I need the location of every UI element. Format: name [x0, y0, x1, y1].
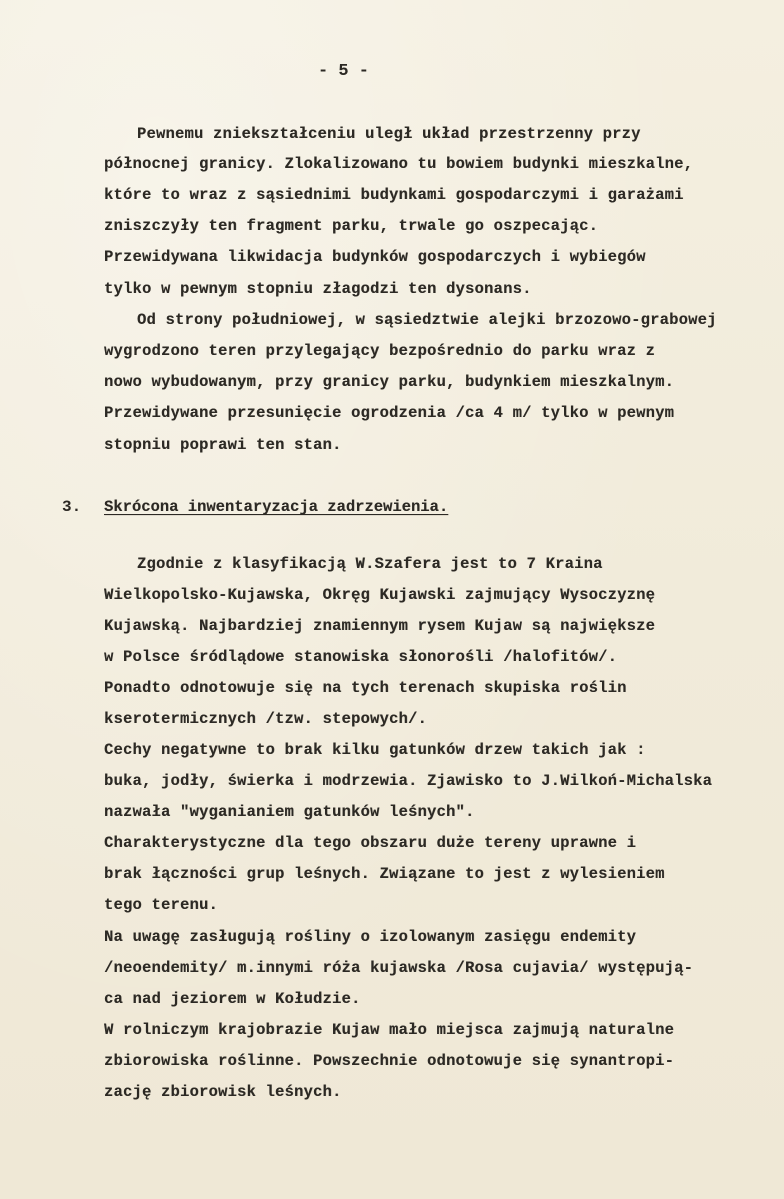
text-line: Na uwagę zasługują rośliny o izolowanym zasięgu endemity: [104, 928, 637, 946]
page-number: - 5 -: [318, 62, 370, 81]
text-line: Przewidywana likwidacja budynków gospodarczych i wybiegów: [104, 248, 646, 266]
text-line: które to wraz z sąsiednimi budynkami gospodarczymi i garażami: [104, 186, 684, 204]
text-line: północnej granicy. Zlokalizowano tu bowiem budynki mieszkalne,: [104, 155, 694, 173]
text-line: nazwała "wyganianiem gatunków leśnych".: [104, 803, 475, 821]
text-line: Kujawską. Najbardziej znamiennym rysem Kujaw są największe: [104, 617, 656, 635]
text-line: Od strony południowej, w sąsiedztwie alejki brzozowo-grabowej: [137, 311, 717, 329]
text-line: Cechy negatywne to brak kilku gatunków drzew takich jak :: [104, 741, 646, 759]
text-line: wygrodzono teren przylegający bezpośrednio do parku wraz z: [104, 342, 656, 360]
text-line: zację zbiorowisk leśnych.: [104, 1083, 342, 1101]
text-line: brak łączności grup leśnych. Związane to jest z wylesieniem: [104, 865, 665, 883]
text-line: Charakterystyczne dla tego obszaru duże tereny uprawne i: [104, 834, 637, 852]
section-number: 3.: [62, 498, 82, 516]
text-line: Zgodnie z klasyfikacją W.Szafera jest to 7 Kraina: [137, 555, 603, 573]
text-line: Pewnemu zniekształceniu uległ układ przestrzenny przy: [137, 125, 641, 143]
text-line: ca nad jeziorem w Kołudzie.: [104, 990, 361, 1008]
text-line: tego terenu.: [104, 896, 219, 914]
text-line: kserotermicznych /tzw. stepowych/.: [104, 710, 428, 728]
text-line: Ponadto odnotowuje się na tych terenach skupiska roślin: [104, 679, 627, 697]
text-line: /neoendemity/ m.innymi róża kujawska /Rosa cujavia/ występują-: [104, 959, 694, 977]
text-line: tylko w pewnym stopniu złagodzi ten dysonans.: [104, 280, 532, 298]
text-line: Wielkopolsko-Kujawska, Okręg Kujawski zajmujący Wysoczyznę: [104, 586, 656, 604]
section-heading: Skrócona inwentaryzacja zadrzewienia.: [104, 498, 449, 516]
text-line: buka, jodły, świerka i modrzewia. Zjawisko to J.Wilkoń-Michalska: [104, 772, 713, 790]
text-line: zniszczyły ten fragment parku, trwale go oszpecając.: [104, 217, 599, 235]
text-line: zbiorowiska roślinne. Powszechnie odnotowuje się synantropi-: [104, 1052, 675, 1070]
text-line: Przewidywane przesunięcie ogrodzenia /ca 4 m/ tylko w pewnym: [104, 404, 675, 422]
text-line: W rolniczym krajobrazie Kujaw mało miejsca zajmują naturalne: [104, 1021, 675, 1039]
text-line: stopniu poprawi ten stan.: [104, 436, 342, 454]
text-line: w Polsce śródlądowe stanowiska słonorośli /halofitów/.: [104, 648, 618, 666]
text-line: nowo wybudowanym, przy granicy parku, budynkiem mieszkalnym.: [104, 373, 675, 391]
